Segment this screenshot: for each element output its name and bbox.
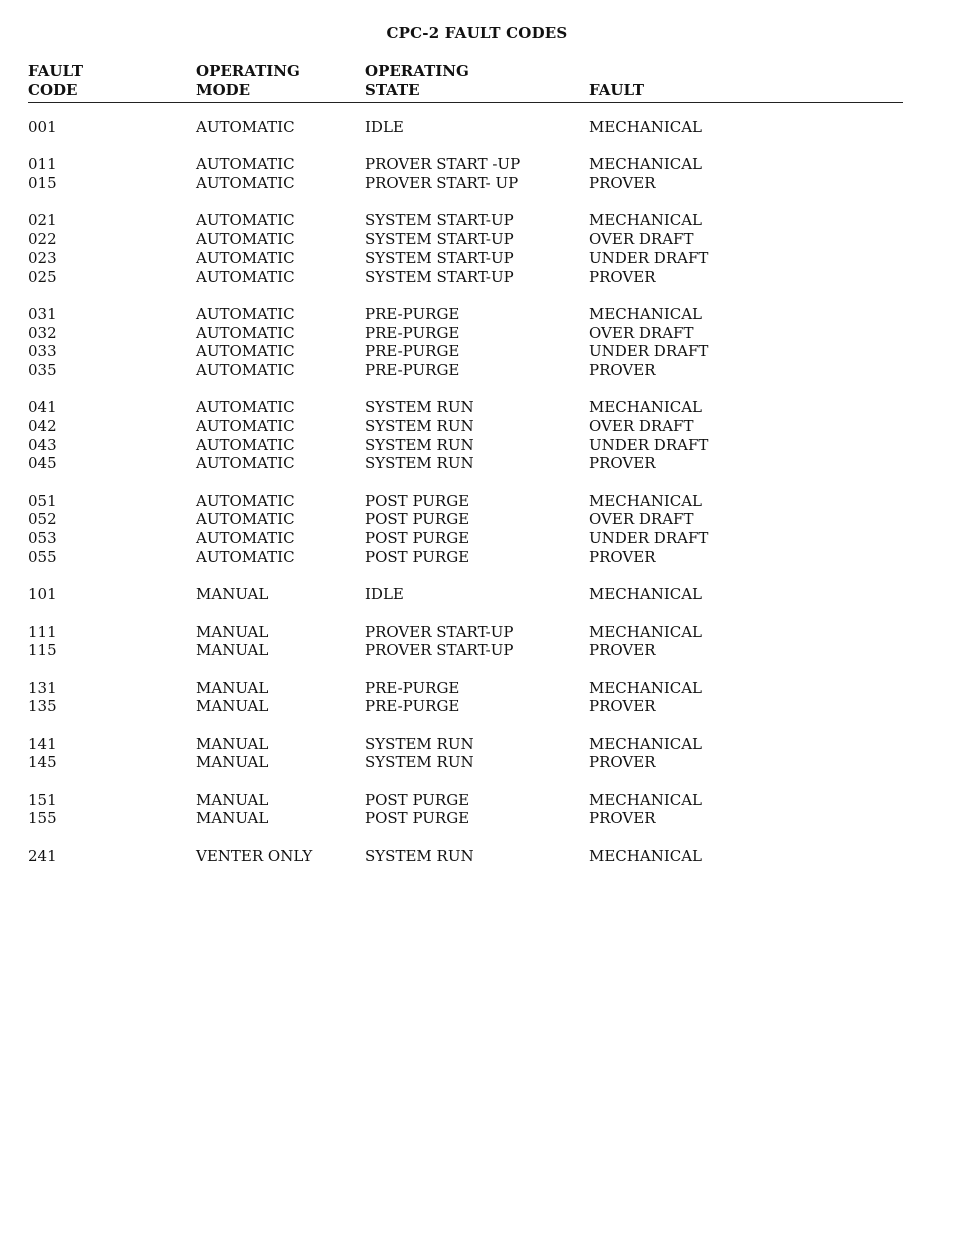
operating-state-cell: PRE-PURGE (365, 360, 460, 379)
fault-cell: MECHANICAL (589, 398, 703, 417)
operating-mode-cell: MANUAL (196, 753, 269, 772)
operating-state-cell: PRE-PURGE (365, 304, 460, 323)
table-row (28, 118, 904, 137)
fault-cell: PROVER (589, 809, 656, 828)
fault-cell: MECHANICAL (589, 678, 703, 697)
fault-cell: PROVER (589, 641, 656, 660)
fault-code-cell: 111 (28, 622, 57, 641)
operating-state-cell: POST PURGE (365, 529, 470, 548)
table-row (28, 268, 904, 287)
operating-mode-cell: MANUAL (196, 790, 269, 809)
fault-cell: OVER DRAFT (589, 323, 694, 342)
table-row (28, 324, 904, 343)
fault-code-cell: 041 (28, 398, 57, 417)
fault-group (28, 735, 904, 772)
fault-cell: MECHANICAL (589, 622, 703, 641)
fault-code-cell: 021 (28, 211, 57, 230)
fault-group (28, 679, 904, 716)
operating-mode-cell: AUTOMATIC (196, 454, 295, 473)
fault-code-cell: 141 (28, 734, 57, 753)
operating-mode-cell: AUTOMATIC (196, 547, 295, 566)
fault-cell: UNDER DRAFT (589, 435, 709, 454)
fault-cell: MECHANICAL (589, 734, 703, 753)
table-row (28, 791, 904, 810)
table-row (28, 510, 904, 529)
fault-group (28, 492, 904, 567)
table-row (28, 641, 904, 660)
table-row (28, 735, 904, 754)
fault-cell: MECHANICAL (589, 846, 703, 865)
operating-mode-cell: MANUAL (196, 622, 269, 641)
fault-code-cell: 043 (28, 435, 57, 454)
table-row (28, 492, 904, 511)
fault-cell: UNDER DRAFT (589, 342, 709, 361)
operating-mode-cell: AUTOMATIC (196, 510, 295, 529)
fault-group (28, 118, 904, 137)
operating-state-cell: SYSTEM RUN (365, 846, 474, 865)
fault-code-cell: 011 (28, 155, 57, 174)
fault-code-cell: 052 (28, 510, 57, 529)
table-row (28, 679, 904, 698)
operating-state-cell: PRE-PURGE (365, 342, 460, 361)
fault-cell: OVER DRAFT (589, 230, 694, 249)
operating-state-cell: SYSTEM RUN (365, 398, 474, 417)
fault-cell: OVER DRAFT (589, 417, 694, 435)
fault-cell: MECHANICAL (589, 790, 703, 809)
fault-cell: MECHANICAL (589, 585, 703, 604)
fault-cell: PROVER (589, 454, 656, 473)
table-row (28, 361, 904, 380)
header-operating-mode (196, 62, 300, 100)
fault-code-cell: 131 (28, 678, 57, 697)
header-operating-mode-line2: MODE (196, 81, 251, 99)
table-row (28, 249, 904, 268)
operating-state-cell: POST PURGE (365, 547, 470, 566)
header-operating-mode-line1: OPERATING (196, 62, 300, 80)
operating-state-cell: POST PURGE (365, 790, 470, 809)
operating-mode-cell: AUTOMATIC (196, 360, 295, 379)
operating-state-cell: SYSTEM START-UP (365, 267, 514, 286)
fault-code-cell: 031 (28, 304, 57, 323)
fault-code-cell: 001 (28, 118, 57, 136)
table-row (28, 753, 904, 772)
table-header (28, 62, 904, 102)
operating-state-cell: PROVER START -UP (365, 155, 521, 174)
fault-code-cell: 151 (28, 790, 57, 809)
fault-code-cell: 053 (28, 529, 57, 548)
operating-mode-cell: AUTOMATIC (196, 398, 295, 417)
header-fault-line2: FAULT (589, 81, 644, 99)
fault-cell: UNDER DRAFT (589, 248, 709, 267)
operating-mode-cell: AUTOMATIC (196, 174, 295, 193)
operating-state-cell: PROVER START-UP (365, 622, 514, 641)
header-operating-state (365, 62, 469, 100)
table-row (28, 417, 904, 436)
fault-code-cell: 025 (28, 267, 57, 286)
operating-state-cell: SYSTEM START-UP (365, 248, 514, 267)
operating-mode-cell: AUTOMATIC (196, 230, 295, 249)
operating-mode-cell: MANUAL (196, 585, 269, 604)
operating-mode-cell: MANUAL (196, 697, 269, 716)
table-row (28, 623, 904, 642)
fault-code-cell: 033 (28, 342, 57, 361)
table-row (28, 809, 904, 828)
header-fault-code-line2: CODE (28, 81, 78, 99)
header-fault-line1 (589, 62, 644, 81)
table-row (28, 548, 904, 567)
operating-mode-cell: AUTOMATIC (196, 304, 295, 323)
fault-code-cell: 035 (28, 360, 57, 379)
operating-mode-cell: AUTOMATIC (196, 529, 295, 548)
operating-state-cell: SYSTEM RUN (365, 454, 474, 473)
fault-group (28, 398, 904, 473)
fault-code-cell: 055 (28, 547, 57, 566)
operating-mode-cell: AUTOMATIC (196, 211, 295, 230)
table-row (28, 585, 904, 604)
fault-cell: OVER DRAFT (589, 510, 694, 529)
header-divider (28, 102, 903, 103)
header-operating-state-line2: STATE (365, 81, 420, 99)
fault-cell: PROVER (589, 360, 656, 379)
fault-code-cell: 045 (28, 454, 57, 473)
operating-state-cell: IDLE (365, 118, 404, 136)
fault-code-table (28, 118, 904, 884)
fault-group (28, 791, 904, 828)
operating-state-cell: SYSTEM RUN (365, 435, 474, 454)
fault-cell: PROVER (589, 547, 656, 566)
operating-mode-cell: AUTOMATIC (196, 323, 295, 342)
fault-code-cell: 015 (28, 174, 57, 193)
fault-code-cell: 241 (28, 846, 57, 865)
operating-state-cell: SYSTEM START-UP (365, 211, 514, 230)
fault-code-cell: 145 (28, 753, 57, 772)
table-row (28, 305, 904, 324)
fault-code-cell: 101 (28, 585, 57, 604)
operating-state-cell: SYSTEM RUN (365, 753, 474, 772)
operating-state-cell: PRE-PURGE (365, 697, 460, 716)
operating-mode-cell: MANUAL (196, 809, 269, 828)
operating-mode-cell: MANUAL (196, 641, 269, 660)
operating-state-cell: PRE-PURGE (365, 678, 460, 697)
operating-mode-cell: AUTOMATIC (196, 267, 295, 286)
operating-state-cell: POST PURGE (365, 809, 470, 828)
table-row (28, 454, 904, 473)
fault-code-cell: 135 (28, 697, 57, 716)
operating-state-cell: PROVER START- UP (365, 174, 519, 193)
operating-mode-cell: AUTOMATIC (196, 248, 295, 267)
fault-code-cell: 022 (28, 230, 57, 249)
table-row (28, 529, 904, 548)
fault-cell: MECHANICAL (589, 304, 703, 323)
table-row (28, 847, 904, 866)
table-row (28, 211, 904, 230)
fault-group (28, 847, 904, 866)
fault-cell: MECHANICAL (589, 155, 703, 174)
operating-state-cell: SYSTEM RUN (365, 417, 474, 435)
fault-code-cell: 155 (28, 809, 57, 828)
header-fault-code (28, 62, 83, 100)
fault-cell: MECHANICAL (589, 211, 703, 230)
fault-cell: PROVER (589, 697, 656, 716)
operating-mode-cell: AUTOMATIC (196, 155, 295, 174)
table-row (28, 230, 904, 249)
operating-state-cell: POST PURGE (365, 510, 470, 529)
fault-cell: PROVER (589, 267, 656, 286)
operating-state-cell: SYSTEM RUN (365, 734, 474, 753)
operating-mode-cell: AUTOMATIC (196, 118, 295, 136)
operating-state-cell: SYSTEM START-UP (365, 230, 514, 249)
table-row (28, 155, 904, 174)
fault-cell: MECHANICAL (589, 118, 703, 136)
fault-cell: PROVER (589, 174, 656, 193)
operating-mode-cell: AUTOMATIC (196, 417, 295, 435)
fault-code-cell: 023 (28, 248, 57, 267)
fault-cell: MECHANICAL (589, 491, 703, 510)
operating-mode-cell: AUTOMATIC (196, 491, 295, 510)
table-row (28, 697, 904, 716)
fault-code-cell: 115 (28, 641, 57, 660)
table-row (28, 436, 904, 455)
operating-state-cell: IDLE (365, 585, 404, 604)
operating-mode-cell: AUTOMATIC (196, 342, 295, 361)
fault-cell: PROVER (589, 753, 656, 772)
operating-mode-cell: AUTOMATIC (196, 435, 295, 454)
fault-code-cell: 042 (28, 417, 57, 435)
header-operating-state-line1: OPERATING (365, 62, 469, 80)
fault-group (28, 155, 904, 192)
table-row (28, 398, 904, 417)
fault-group (28, 305, 904, 380)
operating-state-cell: PROVER START-UP (365, 641, 514, 660)
page-title: CPC-2 FAULT CODES (386, 24, 568, 42)
table-row (28, 342, 904, 361)
operating-state-cell: PRE-PURGE (365, 323, 460, 342)
operating-mode-cell: MANUAL (196, 678, 269, 697)
table-row (28, 174, 904, 193)
fault-group (28, 211, 904, 286)
fault-cell: UNDER DRAFT (589, 529, 709, 548)
fault-group (28, 623, 904, 660)
fault-code-cell: 051 (28, 491, 57, 510)
header-fault (589, 62, 644, 100)
operating-mode-cell: MANUAL (196, 734, 269, 753)
operating-mode-cell: VENTER ONLY (196, 846, 313, 865)
header-fault-code-line1: FAULT (28, 62, 83, 80)
operating-state-cell: POST PURGE (365, 491, 470, 510)
fault-code-cell: 032 (28, 323, 57, 342)
fault-group (28, 585, 904, 604)
